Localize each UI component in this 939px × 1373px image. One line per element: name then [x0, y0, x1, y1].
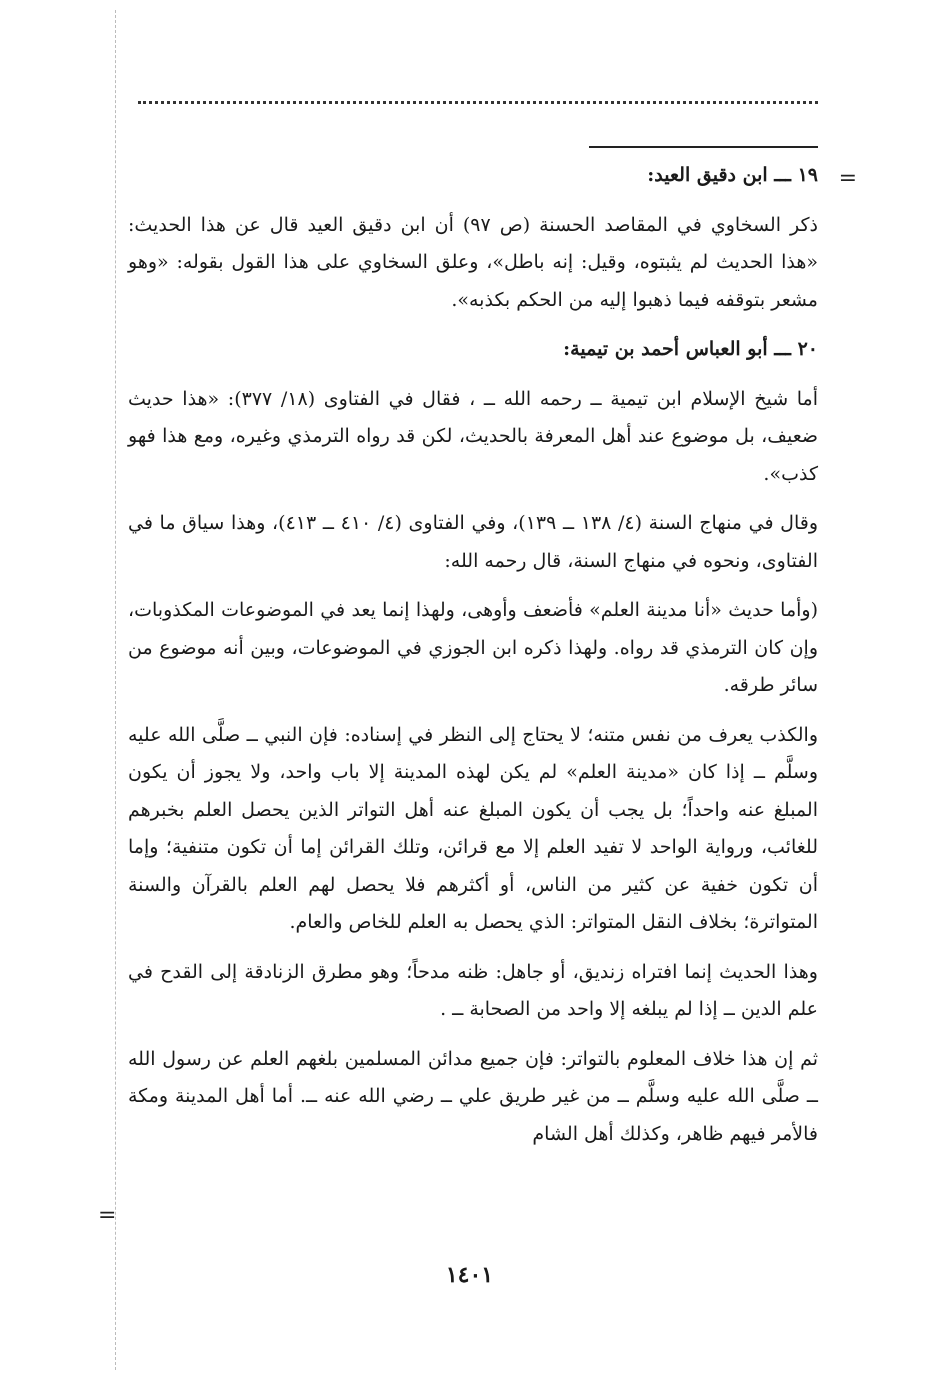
- section-20-paragraph-5: وهذا الحديث إنما افتراه زنديق، أو جاهل: ظنه مدحاً؛ وهو مطرق الزنادقة إلى القدح في علم الدين ــ إذا لم يبلغه إلا واحد من الصحابة ــ .: [128, 960, 818, 1020]
- page-content: [128, 157, 818, 1165]
- section-20-paragraph-4: والكذب يعرف من نفس متنه؛ لا يحتاج إلى النظر في إسناده: فإن النبي ــ صلَّى الله عليه وسلَّم ــ إذا كان «مدينة العلم» لم يكن لهذه المدينة إلا باب واحد، ولا يجوز أن يكون المبلغ عنه واحداً؛ بل يجب أن يكون المبلغ عنه أهل التواتر الذين يحصل العلم بخبرهم للغائب، ورواية الواحد لا تفيد العلم إلا مع قرائن، وتلك القرائن إما أن تكون متنفية؛ وإما أن تكون خفية عن كثير من الناس، أو أكثرهم فلا يحصل لهم العلم بالقرآن والسنة المتواترة؛ بخلاف النقل المتواتر: الذي يحصل به العلم للخاص والعام.: [128, 723, 818, 933]
- section-20-paragraph-3: (وأما حديث «أنا مدينة العلم» فأضعف وأوهى، ولهذا إنما يعد في الموضوعات المكذوبات، وإن كان الترمذي قد رواه. ولهذا ذكره ابن الجوزي في الموضوعات، وبين أنه موضوع من سائر طرقه.: [128, 599, 818, 696]
- section-20-paragraph-1: أما شيخ الإسلام ابن تيمية ــ رحمه الله ــ ، فقال في الفتاوى (١٨/ ٣٧٧): «هذا حديث ضعيف، بل موضوع عند أهل المعرفة بالحديث، لكن قد رواه الترمذي وغيره، ومع هذا فهو كذب».: [128, 387, 818, 485]
- section-19-title: ـــ ابن دقيق العيد:: [647, 164, 791, 186]
- section-20-paragraph-2: وقال في منهاج السنة (٤/ ١٣٨ ــ ١٣٩)، وفي الفتاوى (٤/ ٤١٠ ــ ٤١٣)، وهذا سياق ما في الفتاوى، ونحوه في منهاج السنة، قال رحمه الله:: [128, 512, 819, 572]
- section-19-heading: [128, 157, 818, 195]
- section-20-heading: [128, 331, 818, 369]
- margin-mark-top: =: [838, 166, 857, 191]
- section-rule: [589, 146, 818, 148]
- section-19-number: ١٩: [797, 164, 818, 186]
- section-19-body: ذكر السخاوي في المقاصد الحسنة (ص ٩٧) أن ابن دقيق العيد قال عن هذا الحديث: «هذا الحديث لم يثبتوه، وقيل: إنه باطل»، وعلق السخاوي على هذا القول بقوله: «وهو مشعر بتوقفه فيما ذهبوا إليه من الحكم بكذبه».: [128, 213, 818, 311]
- section-20-paragraph-6: ثم إن هذا خلاف المعلوم بالتواتر: فإن جميع مدائن المسلمين بلغهم العلم عن رسول الله ــ صلَّى الله عليه وسلَّم ــ من غير طريق علي ــ رضي الله عنه ــ. أما أهل المدينة ومكة فالأمر فيهم ظاهر، وكذلك أهل الشام: [128, 1047, 818, 1145]
- margin-mark-bottom: =: [98, 1203, 117, 1228]
- page-number: ١٤٠١: [445, 1262, 494, 1288]
- section-20-number: ٢٠: [797, 338, 818, 360]
- dotted-separator: [138, 101, 818, 104]
- section-20-title: ـــ أبو العباس أحمد بن تيمية:: [563, 338, 791, 360]
- scan-gutter-line: [115, 10, 116, 1370]
